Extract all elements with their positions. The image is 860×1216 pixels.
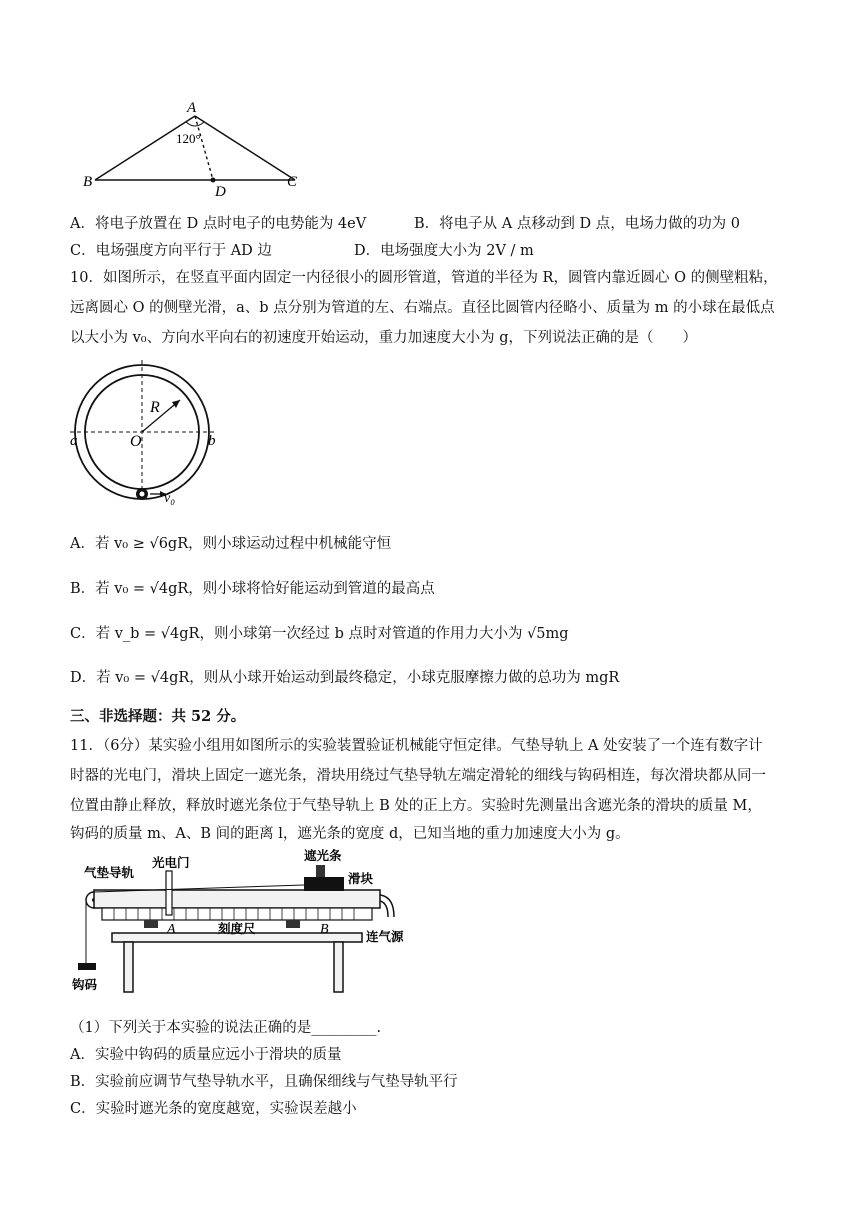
q9-option-d: D．电场强度大小为 2V / m xyxy=(354,243,534,259)
q10-option-a: A．若 v₀ ≥ √6gR，则小球运动过程中机械能守恒 xyxy=(70,536,392,552)
label-slider: 滑块 xyxy=(348,871,374,886)
q9-option-a: A．将电子放置在 D 点时电子的电势能为 4eV xyxy=(70,216,367,232)
q10-option-c: C．若 v_b = √4gR，则小球第一次经过 b 点时对管道的作用力大小为 √5mg xyxy=(70,626,569,642)
q10-option-b: B．若 v₀ = √4gR，则小球将恰好能运动到管道的最高点 xyxy=(70,581,435,597)
label-C: C xyxy=(287,174,298,190)
label-O: O xyxy=(130,433,142,450)
label-A: A xyxy=(187,100,197,116)
label-rail: 气垫导轨 xyxy=(84,865,135,880)
q9-option-c: C．电场强度方向平行于 AD 边 xyxy=(70,243,272,259)
q10-stem-2: 远离圆心 O 的侧壁光滑，a、b 点分别为管道的左、右端点。直径比圆管内径略小、质量为 m 的小球在最低点 xyxy=(70,300,775,316)
label-A: A xyxy=(167,922,176,937)
label-weight: 钩码 xyxy=(72,977,98,992)
q11-stem-2: 时器的光电门，滑块上固定一遮光条，滑块用绕过气垫导轨左端定滑轮的细线与钩码相连，每次滑块都从同一 xyxy=(70,768,766,784)
q11-option-a: A．实验中钩码的质量应远小于滑块的质量 xyxy=(70,1047,342,1063)
label-a: a xyxy=(70,433,78,449)
label-B: B xyxy=(320,922,329,937)
label-scale: 刻度尺 xyxy=(218,921,256,936)
label-strip: 遮光条 xyxy=(304,848,342,863)
q11-stem-3: 位置由静止释放，释放时遮光条位于气垫导轨上 B 处的正上方。实验时先测量出含遮光条的滑块的质量 M， xyxy=(70,798,762,814)
circular-pipe-figure xyxy=(70,350,230,510)
q11-stem-4: 钩码的质量 m、A、B 间的距离 l，遮光条的宽度 d，已知当地的重力加速度大小为 g。 xyxy=(70,826,630,842)
label-b: b xyxy=(208,433,216,449)
q10-stem-3: 以大小为 v₀、方向水平向右的初速度开始运动，重力加速度大小为 g，下列说法正确的是（ ） xyxy=(70,330,698,346)
q11-stem-1: 11．（6分）某实验小组用如图所示的实验装置验证机械能守恒定律。气垫导轨上 A 处安装了一个连有数字计 xyxy=(70,738,763,754)
label-B: B xyxy=(83,174,93,190)
label-air: 连气源 xyxy=(366,929,404,944)
q10-stem-1: 10．如图所示，在竖直平面内固定一内径很小的圆形管道，管道的半径为 R，圆管内靠近圆心 O 的侧壁粗粘， xyxy=(70,270,778,286)
label-gate: 光电门 xyxy=(152,855,190,870)
label-angle: 120° xyxy=(176,131,201,146)
q9-option-b: B．将电子从 A 点移动到 D 点，电场力做的功为 0 xyxy=(414,216,741,232)
triangle-figure xyxy=(80,100,310,200)
q10-option-d: D．若 v₀ = √4gR，则从小球开始运动到最终稳定，小球克服摩擦力做的总功为 mgR xyxy=(70,670,620,686)
q11-option-b: B．实验前应调节气垫导轨水平，且确保细线与气垫导轨平行 xyxy=(70,1074,458,1090)
q11-sub-question-1: （1）下列关于本实验的说法正确的是_________. xyxy=(70,1020,382,1036)
label-D: D xyxy=(215,184,226,200)
label-R: R xyxy=(150,399,160,416)
label-v0: v₀ xyxy=(164,491,176,506)
air-track-figure xyxy=(72,848,422,995)
section-heading: 三、非选择题：共 52 分。 xyxy=(70,708,246,725)
q11-option-c: C．实验时遮光条的宽度越宽，实验误差越小 xyxy=(70,1101,357,1117)
